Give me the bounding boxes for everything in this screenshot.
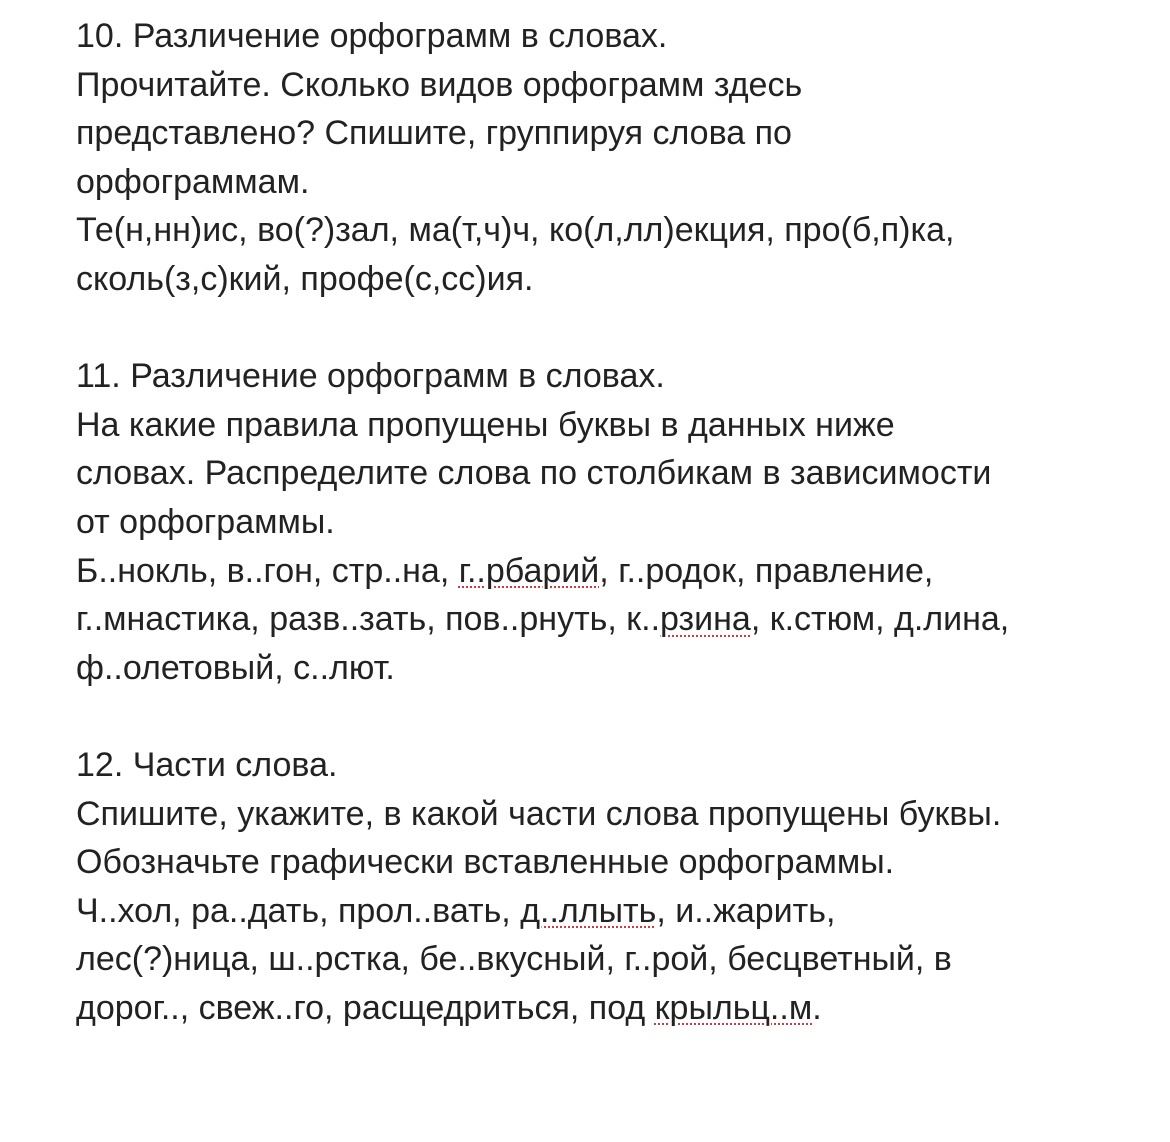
word-list-line bbox=[76, 887, 1136, 936]
word-list-line: Те(н,нн)ис, во(?)зал, ма(т,ч)ч, ко(л,лл)екция, про(б,п)ка, bbox=[76, 211, 955, 250]
instruction-line: представлено? Спишите, группируя слова по bbox=[76, 114, 792, 153]
spellcheck-flagged-word[interactable]: д..ллыть bbox=[520, 891, 657, 930]
instruction-line: от орфограммы. bbox=[76, 502, 335, 541]
document-body bbox=[76, 12, 1136, 1032]
blank-line bbox=[76, 692, 1136, 741]
word-list-line: сколь(з,с)кий, профе(с,сс)ия. bbox=[76, 259, 534, 298]
instruction-line: Спишите, укажите, в какой части слова пропущены буквы. bbox=[76, 794, 1002, 833]
word-text: , и..жарить, bbox=[656, 891, 836, 930]
word-list-line: лес(?)ница, ш..рстка, бе..вкусный, г..рой, бесцветный, в bbox=[76, 940, 952, 979]
word-text: Б..нокль, в..гон, стр..на, bbox=[76, 551, 459, 590]
exercise-title: 10. Различение орфограмм в словах. bbox=[76, 17, 668, 55]
instruction-line: словах. Распределите слова по столбикам в зависимости bbox=[76, 454, 992, 493]
instruction-line: На какие правила пропущены буквы в данных ниже bbox=[76, 405, 895, 444]
word-list-line: ф..олетовый, с..лют. bbox=[76, 648, 395, 687]
instruction-line: орфограммам. bbox=[76, 162, 310, 201]
exercise-11 bbox=[76, 352, 1136, 692]
exercise-title: 11. Различение орфограмм в словах. bbox=[76, 357, 665, 396]
exercise-title: 12. Части слова. bbox=[76, 745, 338, 784]
word-list-line bbox=[76, 984, 1136, 1033]
spellcheck-flagged-word[interactable]: крыльц..м bbox=[654, 988, 813, 1027]
blank-line bbox=[76, 304, 1136, 353]
word-list-line bbox=[76, 595, 1136, 644]
instruction-line: Прочитайте. Сколько видов орфограмм здесь bbox=[76, 65, 803, 104]
exercise-12 bbox=[76, 741, 1136, 1033]
word-text: дорог.., свеж..го, расщедриться, под bbox=[76, 988, 655, 1027]
spellcheck-flagged-word[interactable]: рзина bbox=[660, 600, 751, 639]
instruction-line: Обозначьте графически вставленные орфограммы. bbox=[76, 843, 895, 882]
word-list-line bbox=[76, 547, 1136, 596]
word-text: , г..родок, правление, bbox=[599, 551, 934, 590]
word-text: Ч..хол, ра..дать, прол..вать, bbox=[76, 891, 521, 930]
word-text: . bbox=[812, 988, 822, 1027]
word-text: , к.стюм, д.лина, bbox=[750, 600, 1010, 639]
exercise-10 bbox=[76, 12, 1136, 304]
word-text: г..мнастика, разв..зать, пов..рнуть, к.. bbox=[76, 600, 661, 639]
spellcheck-flagged-word[interactable]: г..рбарий bbox=[458, 551, 600, 590]
